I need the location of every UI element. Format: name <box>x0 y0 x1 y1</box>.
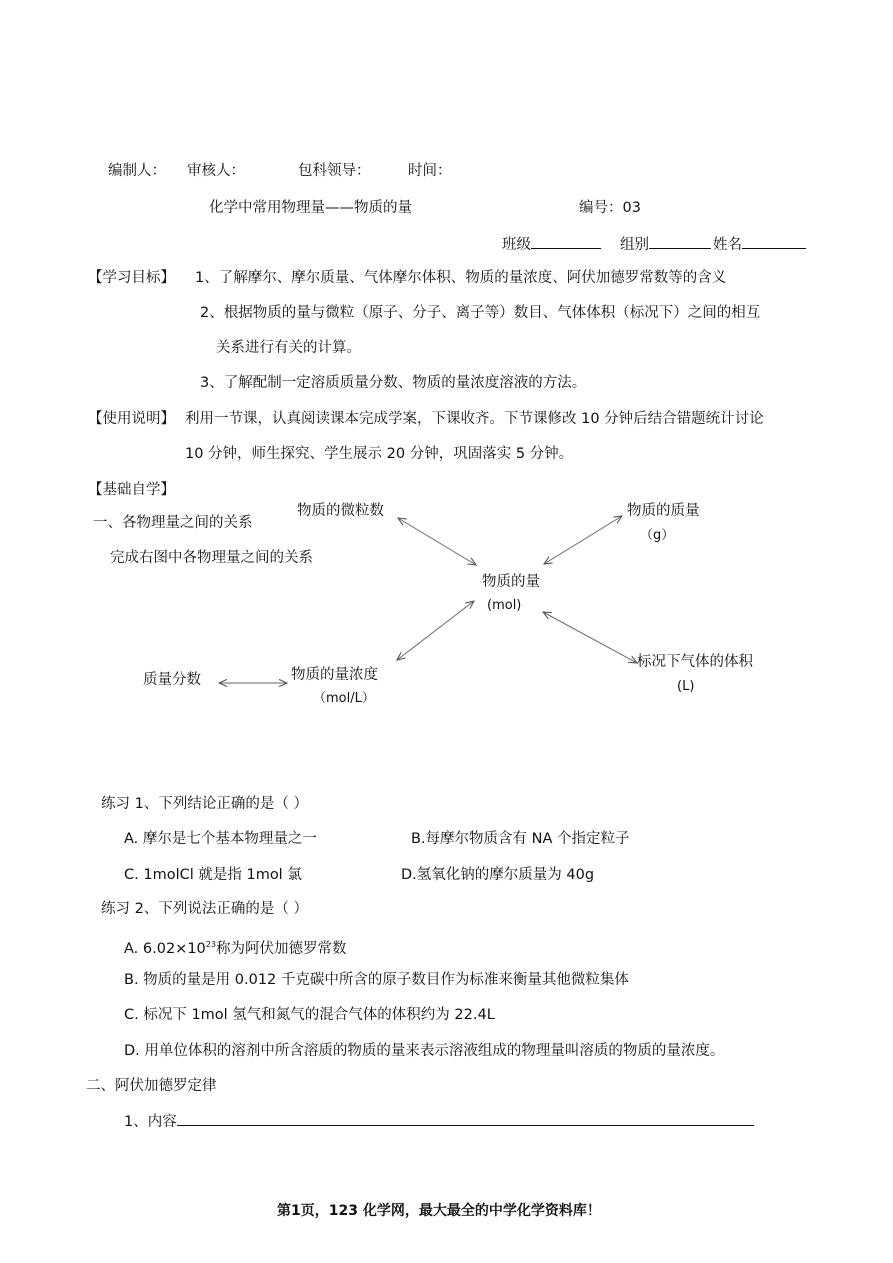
content-blank[interactable] <box>177 1111 754 1126</box>
node-particles: 物质的微粒数 <box>297 503 384 519</box>
objective-3: 3、了解配制一定溶质质量分数、物质的量浓度溶液的方法。 <box>200 375 587 391</box>
name-label: 姓名 <box>713 237 742 253</box>
node-concentration: 物质的量浓度 <box>291 667 378 683</box>
exercise-2-option-b: B. 物质的量是用 0.012 千克碳中所含的原子数目作为标准来衡量其他微粒集体 <box>124 972 629 988</box>
exercise-1-option-a: A. 摩尔是七个基本物理量之一 <box>124 831 317 847</box>
node-gas-volume: 标况下气体的体积 <box>637 654 753 670</box>
exercise-2-option-d: D. 用单位体积的溶剂中所含溶质的物质的量来表示溶液组成的物理量叫溶质的物质的量浓度。 <box>124 1043 725 1059</box>
exercise-2-option-c: C. 标况下 1mol 氢气和氮气的混合气体的体积约为 22.4L <box>124 1007 495 1023</box>
section-2-title: 二、阿伏加德罗定律 <box>86 1078 217 1094</box>
serial-number: 编号：03 <box>579 200 641 216</box>
section-1-title: 一、各物理量之间的关系 <box>93 515 253 531</box>
arrow-mass-amount <box>544 516 622 564</box>
usage-line-1: 利用一节课，认真阅读课本完成学案，下课收齐。下节课修改 10 分钟后结合错题统计讨论 <box>185 411 764 427</box>
class-label: 班级 <box>502 237 531 253</box>
node-gas-volume-unit: (L) <box>677 679 695 694</box>
exercise-1-option-c: C. 1molCl 就是指 1mol 氯 <box>124 867 302 883</box>
node-mass: 物质的质量 <box>627 503 700 519</box>
node-concentration-unit: （mol/L） <box>313 691 375 706</box>
exercise-2-question: 练习 2、下列说法正确的是（ ） <box>101 901 308 917</box>
objective-1: 1、了解摩尔、摩尔质量、气体摩尔体积、物质的量浓度、阿伏加德罗常数等的含义 <box>195 270 727 286</box>
document-title: 化学中常用物理量——物质的量 <box>209 200 412 216</box>
usage-line-2: 10 分钟，师生探究、学生展示 20 分钟，巩固落实 5 分钟。 <box>185 446 574 462</box>
option-a-superscript: 23 <box>205 940 216 949</box>
node-amount: 物质的量 <box>482 574 540 590</box>
option-a-prefix: A. 6.02×10 <box>124 940 206 957</box>
option-a-suffix: 称为阿伏加德罗常数 <box>215 940 347 957</box>
exercise-2-option-a <box>124 935 346 959</box>
editor-label: 编制人： <box>108 163 166 179</box>
exercise-1-option-b: B.每摩尔物质含有 NA 个指定粒子 <box>411 831 630 847</box>
basics-label: 【基础自学】 <box>88 482 175 498</box>
content-label: 1、内容 <box>124 1114 177 1130</box>
node-mass-unit: （g） <box>640 528 675 543</box>
exercise-1-question: 练习 1、下列结论正确的是（ ） <box>101 796 308 812</box>
objectives-label: 【学习目标】 <box>88 270 175 286</box>
section-2-item-1[interactable] <box>124 1111 754 1132</box>
reviewer-label: 审核人： <box>187 163 245 179</box>
node-mass-fraction: 质量分数 <box>143 672 201 688</box>
exercise-1-option-d: D.氢氧化钠的摩尔质量为 40g <box>401 867 595 883</box>
page-footer: 第1页，123 化学网，最大最全的中学化学资料库！ <box>277 1203 601 1219</box>
arrow-gas-volume-amount <box>543 612 637 663</box>
usage-label: 【使用说明】 <box>88 411 175 427</box>
objective-2b: 关系进行有关的计算。 <box>216 340 361 356</box>
arrow-particles-amount <box>398 518 476 565</box>
section-1-instruction: 完成右图中各物理量之间的关系 <box>110 550 313 566</box>
time-label: 时间： <box>408 163 452 179</box>
node-amount-unit: (mol) <box>487 598 522 613</box>
arrow-concentration-amount <box>397 601 474 660</box>
leader-label: 包科领导： <box>298 163 371 179</box>
group-label: 组别 <box>620 237 649 253</box>
objective-2a: 2、根据物质的量与微粒（原子、分子、离子等）数目、气体体积（标况下）之间的相互 <box>200 305 761 321</box>
